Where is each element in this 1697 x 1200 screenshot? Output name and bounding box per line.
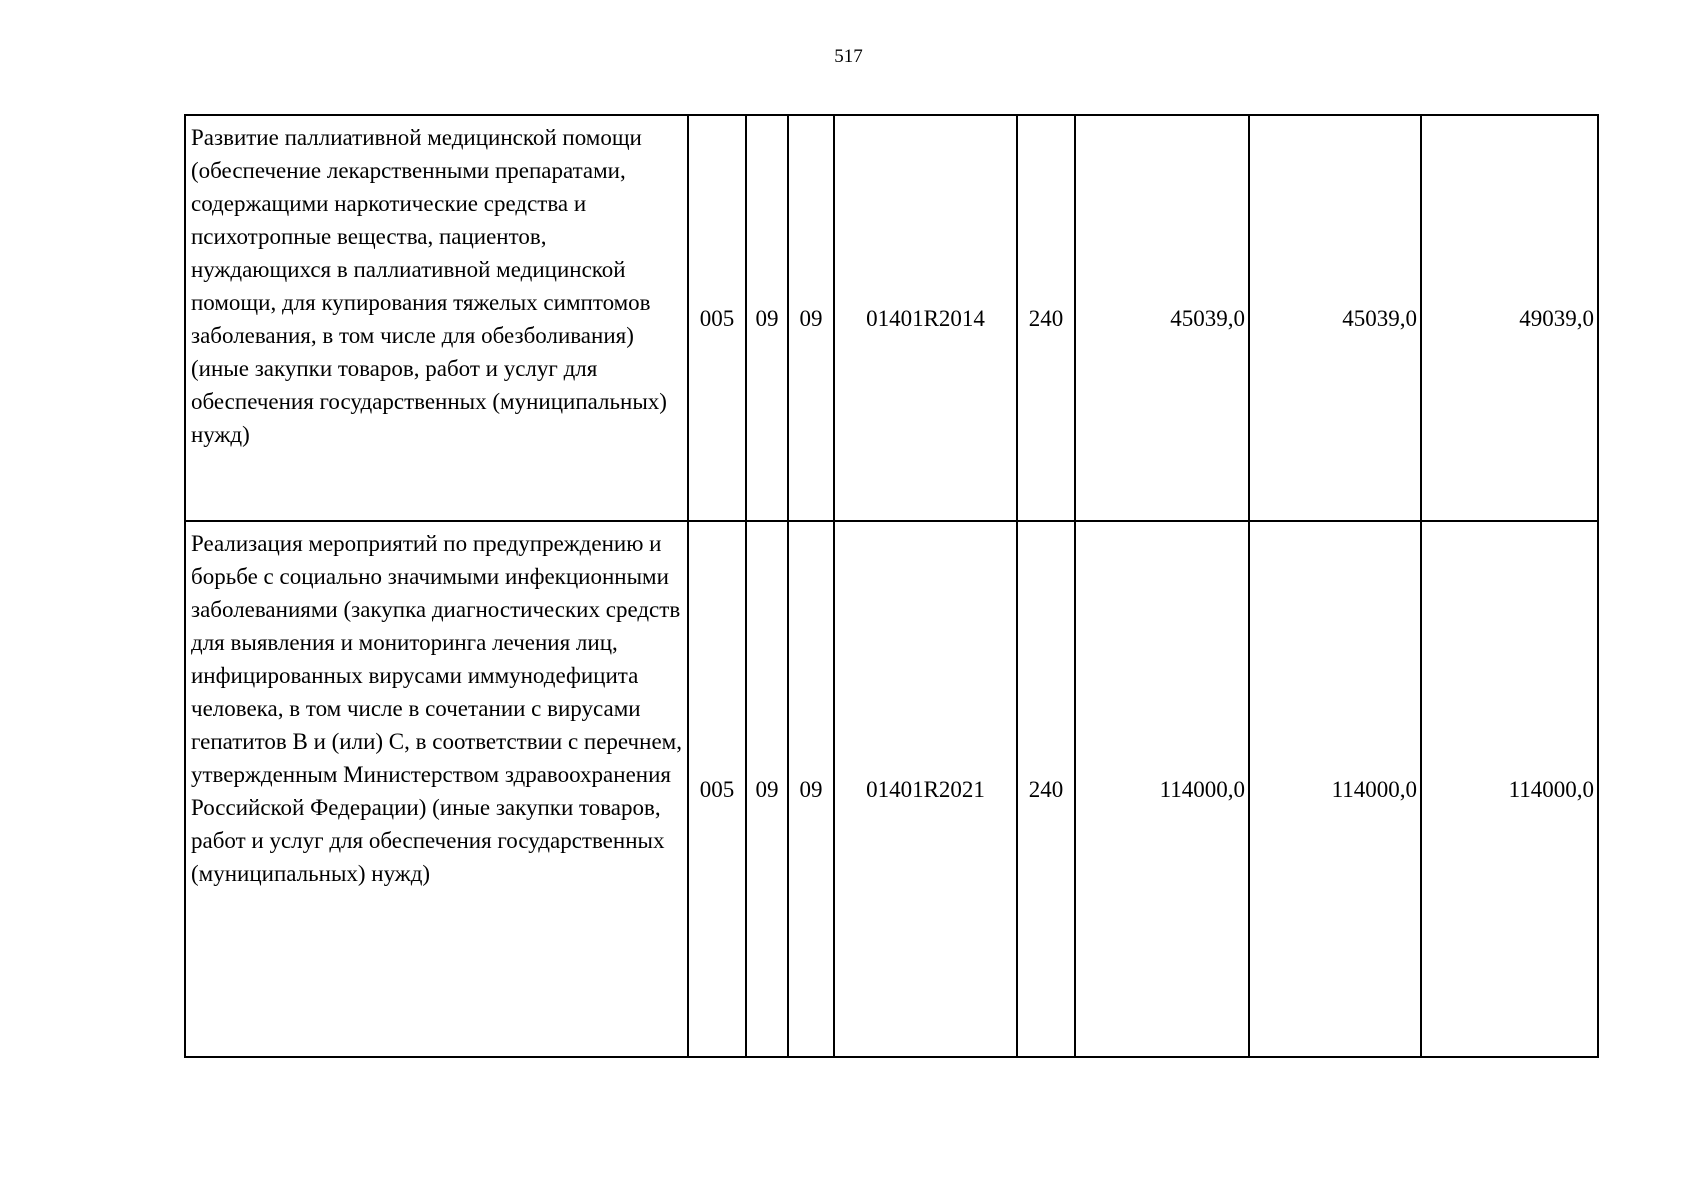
target-article-code: 01401R2014 [834, 115, 1017, 521]
amount-year-1: 45039,0 [1075, 115, 1249, 521]
target-article-code: 01401R2021 [834, 521, 1017, 1057]
subsection-code: 09 [788, 115, 834, 521]
amount-year-2: 45039,0 [1249, 115, 1421, 521]
amount-year-2: 114000,0 [1249, 521, 1421, 1057]
page-number: 517 [834, 46, 863, 67]
section-code: 09 [746, 115, 788, 521]
amount-year-1: 114000,0 [1075, 521, 1249, 1057]
row-description: Реализация мероприятий по предупреждению и борьбе с социально значимыми инфекционными заболеваниями (закупка диагностических средств для выявления и мониторинга лечения лиц, инфицированных вирусами иммунодефицита человека, в том числе в сочетании с вирусами гепатитов В и (или) С, в соответствии с перечнем, утвержденным Министерством здравоохранения Российской Федерации) (иные закупки товаров, работ и услуг для обеспечения государственных (муниципальных) нужд) [185, 521, 688, 1057]
row-description: Развитие паллиативной медицинской помощи (обеспечение лекарственными препаратами, содержащими наркотические средства и психотропные вещества, пациентов, нуждающихся в паллиативной медицинской помощи, для купирования тяжелых симптомов заболевания, в том числе для обезболивания) (иные закупки товаров, работ и услуг для обеспечения государственных (муниципальных) нужд) [185, 115, 688, 521]
table-row [185, 521, 1598, 1057]
amount-year-3: 49039,0 [1421, 115, 1598, 521]
amount-year-3: 114000,0 [1421, 521, 1598, 1057]
subsection-code: 09 [788, 521, 834, 1057]
ministry-code: 005 [688, 521, 746, 1057]
budget-table [184, 114, 1599, 1058]
expense-type-code: 240 [1017, 115, 1075, 521]
ministry-code: 005 [688, 115, 746, 521]
table-row [185, 115, 1598, 521]
expense-type-code: 240 [1017, 521, 1075, 1057]
section-code: 09 [746, 521, 788, 1057]
